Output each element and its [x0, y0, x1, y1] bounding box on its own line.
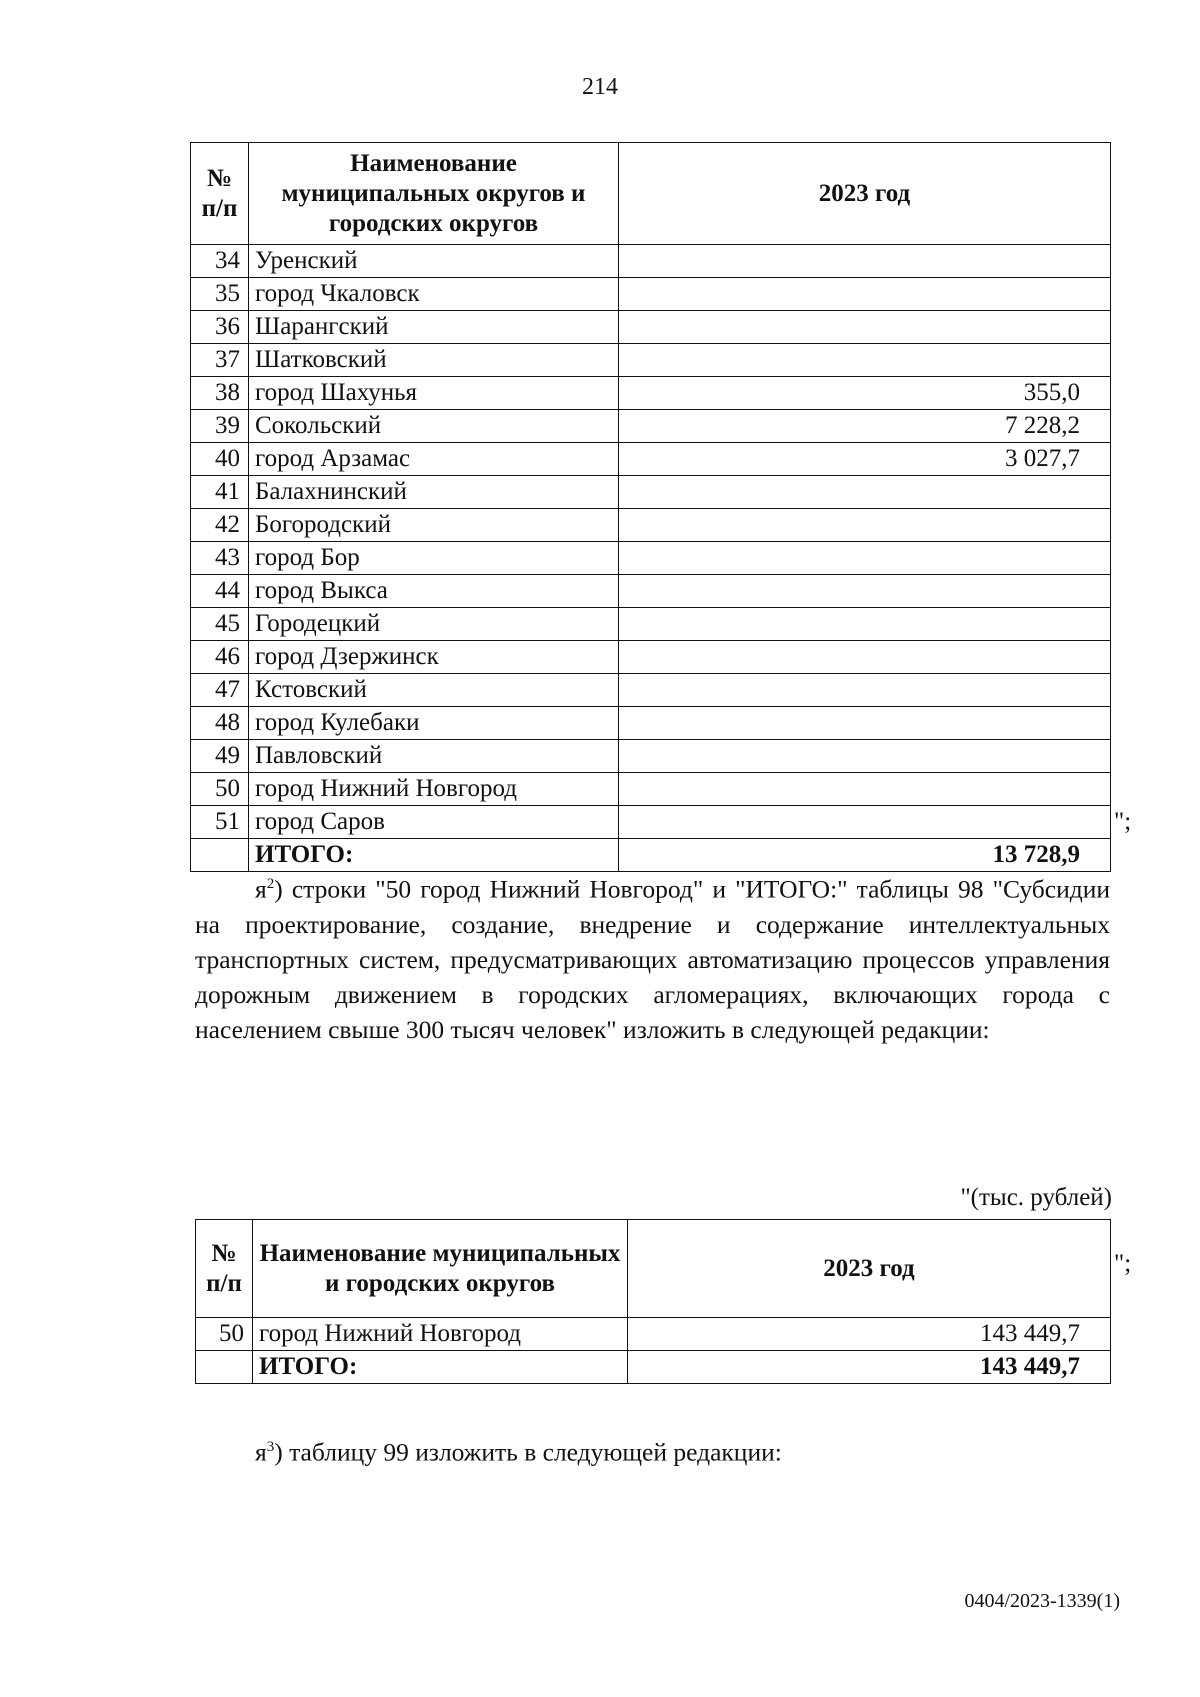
- table-row: [191, 641, 1111, 674]
- table-row: [191, 674, 1111, 707]
- table-row: [191, 377, 1111, 410]
- row-number: 50: [191, 773, 249, 806]
- row-value: [619, 608, 1111, 641]
- municipality-name: Кстовский: [249, 674, 619, 707]
- row-value: [619, 674, 1111, 707]
- table-row: [191, 344, 1111, 377]
- row-value: [619, 278, 1111, 311]
- municipal-table-1: [190, 142, 1111, 872]
- row-value: [619, 476, 1111, 509]
- row-number: 42: [191, 509, 249, 542]
- table-row: [191, 278, 1111, 311]
- municipality-name: Шарангский: [249, 311, 619, 344]
- municipality-name: город Выкса: [249, 575, 619, 608]
- row-number: 41: [191, 476, 249, 509]
- paragraph-1: [195, 867, 1110, 1047]
- header-num: № п/п: [191, 143, 249, 245]
- table-row: [191, 608, 1111, 641]
- municipality-name: город Нижний Новгород: [253, 1318, 628, 1351]
- row-value: [619, 542, 1111, 575]
- row-value: [619, 740, 1111, 773]
- document-code: 0404/2023-1339(1): [964, 1590, 1120, 1612]
- table-row: [191, 707, 1111, 740]
- municipality-name: город Кулебаки: [249, 707, 619, 740]
- municipality-name: город Дзержинск: [249, 641, 619, 674]
- row-number: 45: [191, 608, 249, 641]
- table-row: [191, 806, 1111, 839]
- row-number: 51: [191, 806, 249, 839]
- municipality-name: город Саров: [249, 806, 619, 839]
- paragraph-1-text: ) строки "50 город Нижний Новгород" и "ИТОГО:" таблицы 98 "Субсидии на проектирование, создание, внедрение и содержание интеллектуальных транспортных систем, предусматривающих автоматизацию процессов управления дорожным движением в городских агломерациях, включающих города с населением свыше 300 тысяч человек" изложить в следующей редакции:: [195, 874, 1110, 1044]
- table-row: [191, 542, 1111, 575]
- row-number: 40: [191, 443, 249, 476]
- municipality-name: Богородский: [249, 509, 619, 542]
- row-value: 3 027,7: [619, 443, 1111, 476]
- municipality-name: Шатковский: [249, 344, 619, 377]
- row-number: 35: [191, 278, 249, 311]
- table-row: [196, 1318, 1111, 1351]
- row-number: 48: [191, 707, 249, 740]
- row-number: 44: [191, 575, 249, 608]
- total-value: 13 728,9: [619, 839, 1111, 872]
- row-value: [619, 245, 1111, 278]
- municipality-name: Уренский: [249, 245, 619, 278]
- total-label: ИТОГО:: [253, 1351, 628, 1384]
- total-value: 143 449,7: [628, 1351, 1111, 1384]
- row-number: 49: [191, 740, 249, 773]
- municipality-name: Городецкий: [249, 608, 619, 641]
- total-empty-cell: [196, 1351, 253, 1384]
- row-number: 38: [191, 377, 249, 410]
- table-row: [191, 443, 1111, 476]
- municipality-name: город Шахунья: [249, 377, 619, 410]
- municipality-name: город Чкаловск: [249, 278, 619, 311]
- header-name: Наименование муниципальных округов и городских округов: [249, 143, 619, 245]
- row-value: [619, 311, 1111, 344]
- table1-closing-quote: ";: [1114, 808, 1132, 835]
- row-number: 34: [191, 245, 249, 278]
- page-number: 214: [582, 74, 618, 100]
- table-row: [191, 311, 1111, 344]
- row-number: 37: [191, 344, 249, 377]
- municipality-name: город Нижний Новгород: [249, 773, 619, 806]
- row-number: 47: [191, 674, 249, 707]
- paragraph-2: [195, 1430, 1110, 1470]
- row-value: 355,0: [619, 377, 1111, 410]
- row-value: [619, 773, 1111, 806]
- paragraph-2-text: ) таблицу 99 изложить в следующей редакции:: [274, 1437, 782, 1467]
- municipal-table-2: [195, 1219, 1111, 1384]
- table-row: [191, 509, 1111, 542]
- paragraph-2-sup: 3: [266, 1439, 275, 1455]
- header-year: 2023 год: [619, 143, 1111, 245]
- total-label: ИТОГО:: [249, 839, 619, 872]
- row-number: 50: [196, 1318, 253, 1351]
- row-number: 36: [191, 311, 249, 344]
- row-value: 7 228,2: [619, 410, 1111, 443]
- header-num: № п/п: [196, 1220, 253, 1318]
- paragraph-2-prefix: я: [255, 1437, 267, 1467]
- table-row: [191, 773, 1111, 806]
- paragraph-1-sup: 2: [266, 876, 275, 892]
- table-row: [191, 476, 1111, 509]
- row-value: [619, 806, 1111, 839]
- table-row: [191, 410, 1111, 443]
- row-value: [619, 509, 1111, 542]
- row-number: 46: [191, 641, 249, 674]
- municipality-name: город Бор: [249, 542, 619, 575]
- row-value: [619, 575, 1111, 608]
- municipality-name: Павловский: [249, 740, 619, 773]
- row-value: [619, 641, 1111, 674]
- table-row: [191, 245, 1111, 278]
- municipality-name: Балахнинский: [249, 476, 619, 509]
- total-row: [196, 1351, 1111, 1384]
- header-name: Наименование муниципальных и городских округов: [253, 1220, 628, 1318]
- row-number: 39: [191, 410, 249, 443]
- table-row: [191, 575, 1111, 608]
- municipality-name: Сокольский: [249, 410, 619, 443]
- paragraph-1-prefix: я: [255, 874, 267, 904]
- units-label: "(тыс. рублей): [960, 1184, 1112, 1211]
- municipality-name: город Арзамас: [249, 443, 619, 476]
- row-number: 43: [191, 542, 249, 575]
- row-value: [619, 344, 1111, 377]
- header-year: 2023 год: [628, 1220, 1111, 1318]
- table2-closing-quote: ";: [1114, 1250, 1132, 1277]
- table-row: [191, 740, 1111, 773]
- row-value: [619, 707, 1111, 740]
- row-value: 143 449,7: [628, 1318, 1111, 1351]
